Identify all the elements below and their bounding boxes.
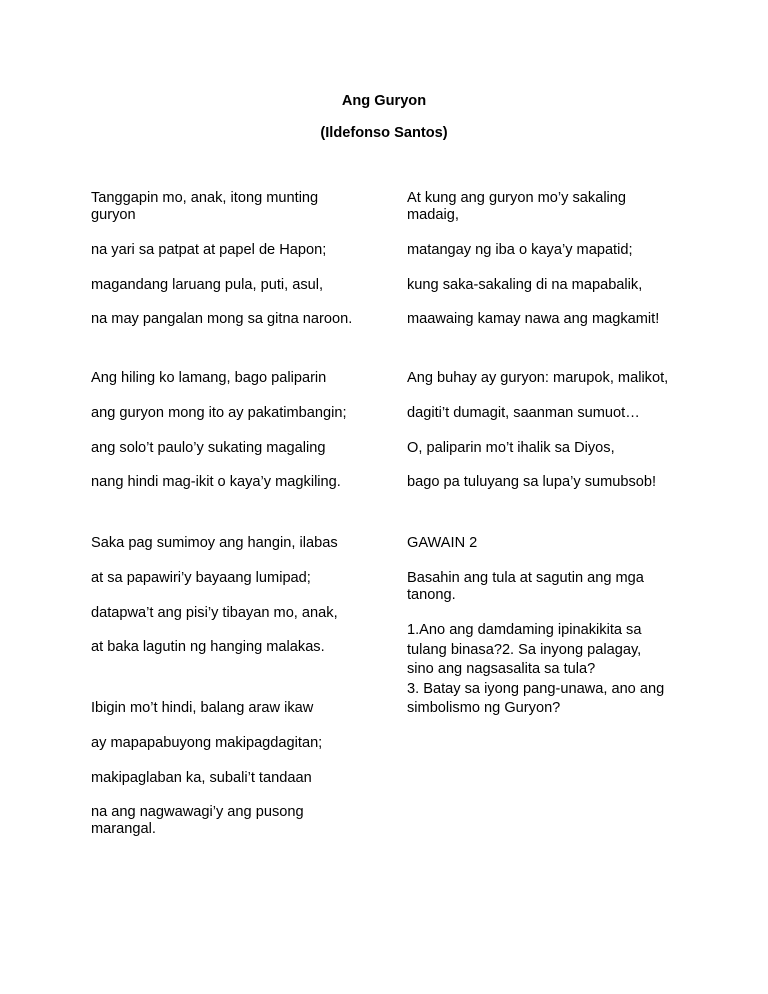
poem-line: Ang buhay ay guryon: marupok, malikot, xyxy=(407,370,669,386)
poem-line: nang hindi mag-ikit o kaya’y magkiling. xyxy=(91,474,341,490)
poem-line: bago pa tuluyang sa lupa’y sumubsob! xyxy=(407,474,657,490)
poem-line: ay mapapabuyong makipagdagitan; xyxy=(91,735,323,751)
question-block-2: 3. Batay sa iyong pang-unawa, ano ang simbolismo ng Guryon? xyxy=(407,680,665,716)
poem-line: dagiti’t dumagit, saanman sumuot… xyxy=(407,405,640,421)
poem-line: datapwa’t ang pisi’y tibayan mo, anak, xyxy=(91,605,338,621)
poem-line: makipaglaban ka, subali’t tandaan xyxy=(91,770,312,786)
poem-title: Ang Guryon xyxy=(341,93,427,109)
poem-line: Tanggapin mo, anak, itong munting guryon xyxy=(91,190,319,223)
poem-line: Saka pag sumimoy ang hangin, ilabas xyxy=(91,535,338,551)
poem-author: (Ildefonso Santos) xyxy=(320,125,448,141)
poem-line: maawaing kamay nawa ang magkamit! xyxy=(407,311,660,327)
poem-line: ang solo’t paulo’y sukating magaling xyxy=(91,440,326,456)
poem-line: kung saka-sakaling di na mapabalik, xyxy=(407,277,643,293)
activity-questions xyxy=(407,621,672,719)
activity-instruction: Basahin ang tula at sagutin ang mga tanong. xyxy=(407,570,644,603)
poem-line: na yari sa patpat at papel de Hapon; xyxy=(91,242,327,258)
poem-line: At kung ang guryon mo’y sakaling madaig, xyxy=(407,190,627,223)
poem-line: at baka lagutin ng hanging malakas. xyxy=(91,639,325,655)
poem-line: na ang nagwawagi’y ang pusong marangal. xyxy=(91,804,304,837)
poem-line: magandang laruang pula, puti, asul, xyxy=(91,277,324,293)
poem-line: O, paliparin mo’t ihalik sa Diyos, xyxy=(407,440,615,456)
question-block-1: 1.Ano ang damdaming ipinakikita sa tulang binasa?2. Sa inyong palagay, sino ang nagsasalita sa tula? xyxy=(407,622,642,677)
poem-line: matangay ng iba o kaya’y mapatid; xyxy=(407,242,633,258)
poem-line: ang guryon mong ito ay pakatimbangin; xyxy=(91,405,347,421)
activity-heading: GAWAIN 2 xyxy=(407,535,478,551)
poem-line: Ibigin mo’t hindi, balang araw ikaw xyxy=(91,700,314,716)
poem-line: Ang hiling ko lamang, bago paliparin xyxy=(91,370,327,386)
poem-line: na may pangalan mong sa gitna naroon. xyxy=(91,311,353,327)
poem-line: at sa papawiri’y bayaang lumipad; xyxy=(91,570,311,586)
